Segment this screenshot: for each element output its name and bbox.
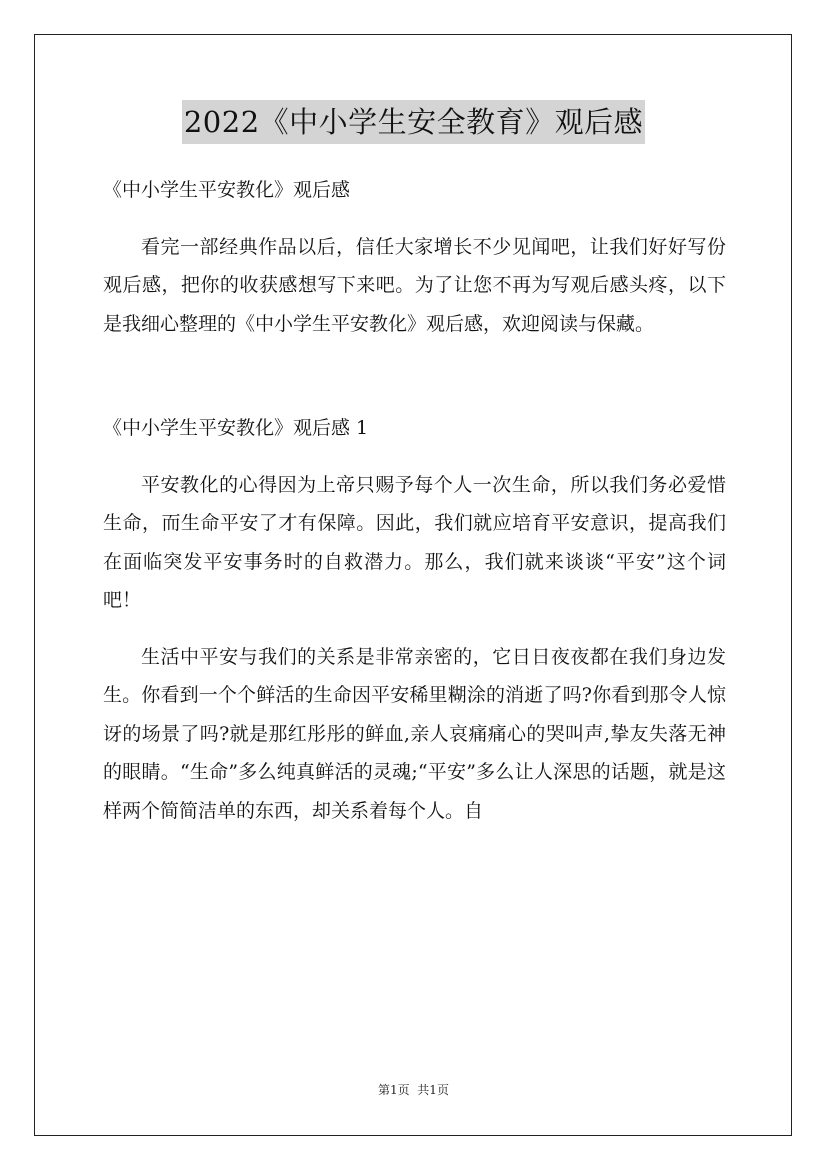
spacer bbox=[103, 448, 726, 466]
spacer bbox=[103, 620, 726, 638]
title-container bbox=[0, 100, 827, 144]
intro-paragraph: 看完一部经典作品以后，信任大家增长不少见闻吧，让我们好好写份观后感，把你的收获感想写下来吧。为了让您不再为写观后感头疼，以下是我细心整理的《中小学生平安教化》观后感，欢迎阅读与保藏。 bbox=[103, 235, 726, 335]
page-footer bbox=[0, 1080, 827, 1100]
spacer bbox=[103, 343, 726, 409]
document-body bbox=[103, 171, 726, 830]
section1-paragraph-1: 平安教化的心得因为上帝只赐予每个人一次生命，所以我们务必爱惜生命，而生命平安了才有保障。因此，我们就应培育平安意识，提高我们在面临突发平安事务时的自救潜力。那么，我们就来谈谈“平安”这个词吧！ bbox=[103, 473, 726, 611]
document-title: 2022《中小学生安全教育》观后感 bbox=[182, 100, 645, 144]
section1-heading: 《中小学生平安教化》观后感 1 bbox=[103, 417, 369, 439]
page-number: 第1页 共1页 bbox=[378, 1083, 449, 1097]
spacer bbox=[103, 210, 726, 228]
section1-paragraph-2: 生活中平安与我们的关系是非常亲密的，它日日夜夜都在我们身边发生。你看到一个个鲜活的生命因平安稀里糊涂的消逝了吗?你看到那令人惊讶的场景了吗?就是那红彤彤的鲜血,亲人哀痛痛心的哭叫声,挚友失落无神的眼睛。“生命”多么纯真鲜活的灵魂;“平安”多么让人深思的话题，就是这样两个简简洁单的东西，却关系着每个人。自 bbox=[103, 645, 726, 822]
intro-heading: 《中小学生平安教化》观后感 bbox=[103, 179, 351, 201]
